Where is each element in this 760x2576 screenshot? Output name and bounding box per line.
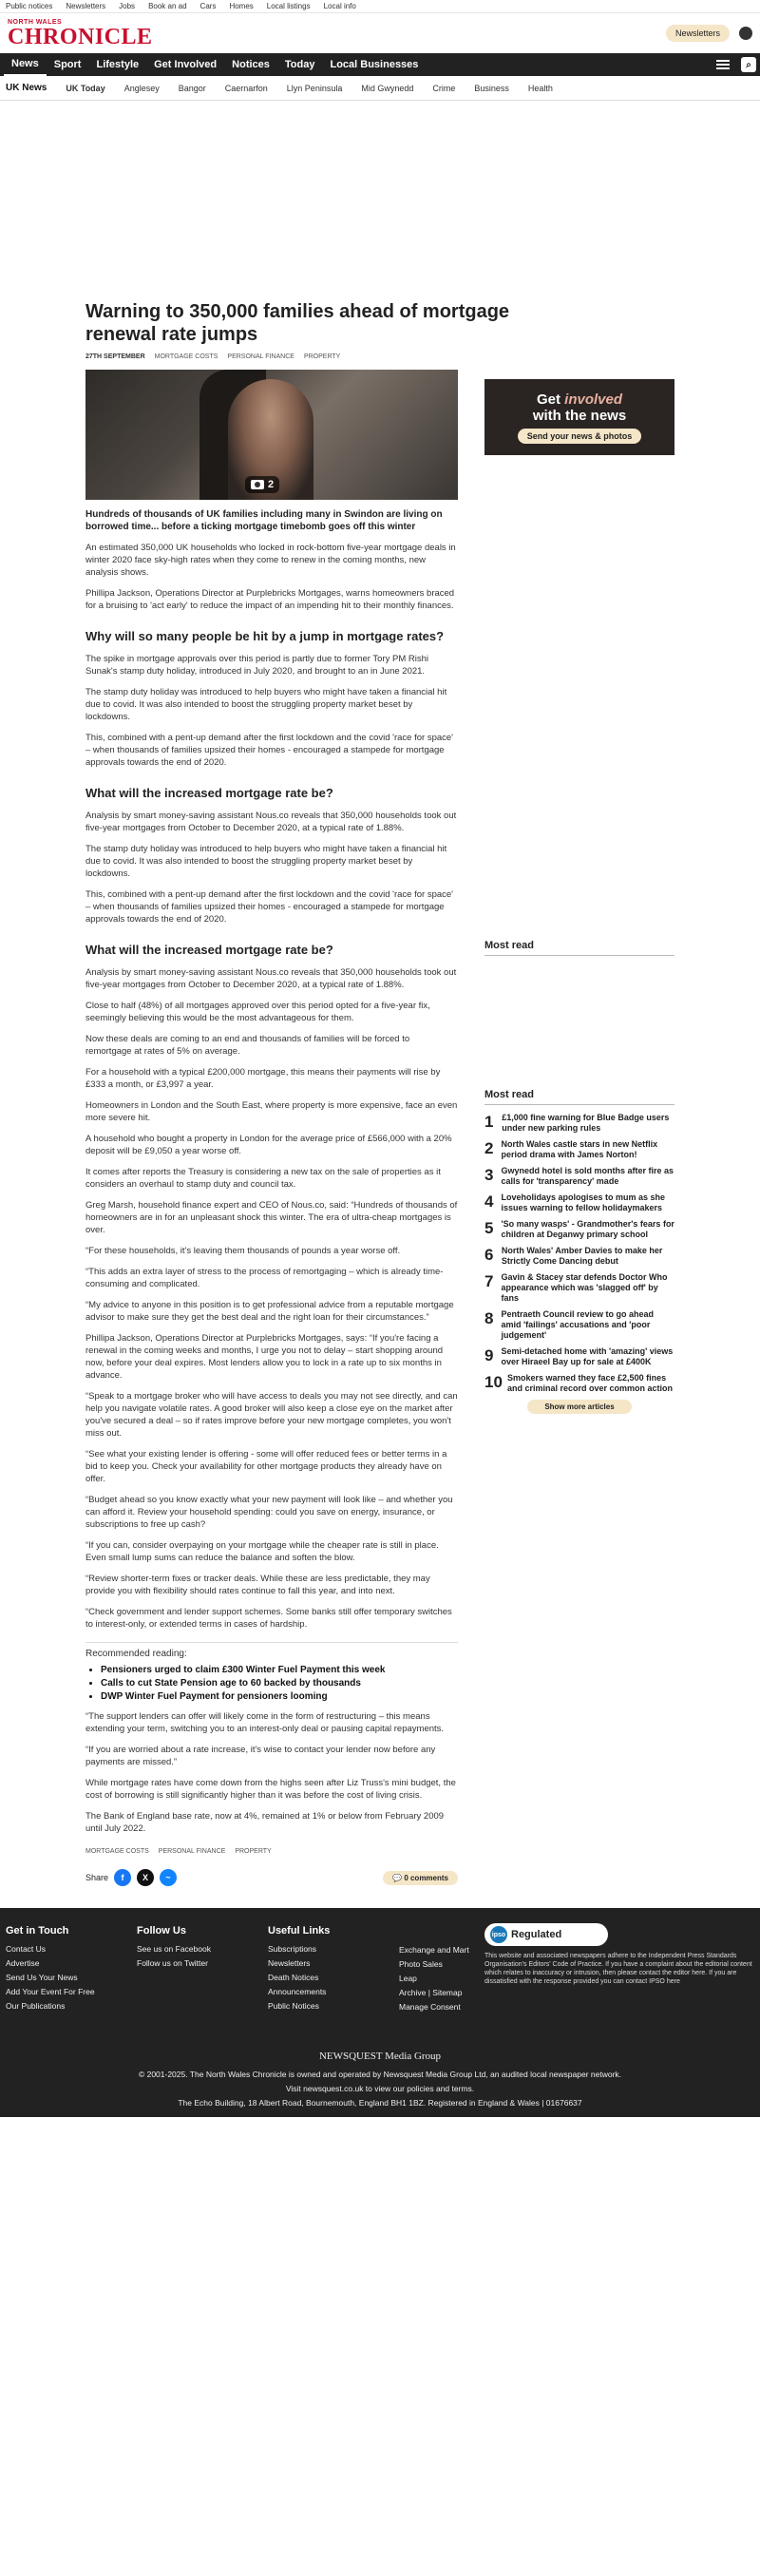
footer-link[interactable]: Newsletters [268,1958,311,1968]
paragraph: This, combined with a pent-up demand after the first lockdown and the covid 'race for space' – when thousands of families upsized their homes - encouraged a stampede for mortgage approvals towards the end of 2020. [86,889,453,925]
paragraph: It comes after reports the Treasury is considering a new tax on the sale of properties as it considers an overhaul to stamp duty and council tax. [86,1167,441,1190]
twitter-link[interactable]: Follow us on Twitter [137,1958,208,1968]
photo-count: 2 [268,479,275,490]
top-link[interactable]: Public notices [6,2,53,10]
search-icon[interactable]: ⌕ [741,57,756,72]
paragraph: “Review shorter-term fixes or tracker deals. While these are less predictable, they may provide you with flexibility should rates continue to fall this year, and into next. [86,1574,430,1596]
top-utility-bar [0,0,760,13]
paragraph: “Speak to a mortgage broker who will have access to deals you may not see directly, and can help you navigate volatile rates. A good broker will also keep a close eye on the market after you've secured a deal – so if rates improve before your new mortgage completes, you won't miss out. [86,1391,458,1439]
top-link[interactable]: Homes [229,2,254,10]
article-body [86,370,458,1887]
footer-heading: Get in Touch [6,1925,69,1937]
share-bar [86,1868,458,1887]
most-read-item[interactable]: 5 'So many wasps' - Grandmother's fears for children at Deganwy primary school [484,1219,674,1239]
footer-link[interactable]: Contact Us [6,1944,47,1954]
article-tag[interactable]: PERSONAL FINANCE [227,353,294,360]
article-lead: Hundreds of thousands of UK families including many in Swindon are living on borrowed time... before a ticking mortgage timebomb goes off this winter [86,509,443,532]
bluesky-icon[interactable]: ~ [160,1869,177,1886]
newsletters-button[interactable]: Newsletters [666,25,730,42]
paragraph: Greg Marsh, household finance expert and CEO of Nous.co, said: “Hundreds of thousands of homeowners are in for an unpleasant shock this winter. The era of ultra-cheap mortgages is over. [86,1200,458,1235]
paragraph: The stamp duty holiday was introduced to help buyers who might have taken a financial hit due to covid. It was also intended to boost the struggling property market beset by lockdowns. [86,844,447,879]
most-read-title: Most read [484,940,674,956]
subnav-item[interactable]: Anglesey [124,83,160,93]
paragraph: “For these households, it's leaving them thousands of pounds a year worse off. [86,1246,401,1256]
site-logo[interactable] [8,19,153,48]
copyright: © 2001-2025. The North Wales Chronicle is owned and operated by Newsquest Media Group Ltd, an audited local newspaper network. [138,2070,622,2079]
most-read-item[interactable]: 8 Pentraeth Council review to go ahead amid 'failings' accusations and 'poor judgement' [484,1309,655,1340]
recommended-reading [86,1642,458,1702]
nav-news[interactable]: News [4,53,47,76]
footer-link[interactable]: Archive | Sitemap [399,1988,463,1997]
top-link[interactable]: Cars [200,2,217,10]
footer-heading: Follow Us [137,1925,186,1937]
footer-link[interactable]: Photo Sales [399,1959,443,1969]
address-line: The Echo Building, 18 Albert Road, Bournemouth, England BH1 1BZ. Registered in England & Wales | 01676637 [178,2098,582,2108]
main-nav [0,53,760,76]
paragraph: The spike in mortgage approvals over this period is partly due to former Tory PM Rishi Sunak's stamp duty holiday, introduced in July 2020, and brought to an in June 2021. [86,654,428,677]
logo-title: CHRONICLE [8,24,153,49]
subnav-item[interactable]: Health [527,83,553,93]
most-read-list [484,1113,674,1394]
footer-link[interactable]: Manage Consent [399,2002,461,2012]
paragraph: Phillipa Jackson, Operations Director at Purplebricks Mortgages, warns homeowners braced for a bruising to 'act early' to reduce the impact of an impending hit to their monthly finances. [86,588,455,611]
footer-bottom [0,2051,760,2112]
facebook-link[interactable]: See us on Facebook [137,1944,211,1954]
subheading: What will the increased mortgage rate be? [86,786,333,800]
paragraph: The stamp duty holiday was introduced to help buyers who might have taken a financial hit due to covid. It was also intended to boost the struggling property market beset by lockdowns. [86,687,447,722]
nav-lifestyle[interactable]: Lifestyle [96,59,140,70]
paragraph: For a household with a typical £200,000 mortgage, this means their payments will rise by £333 a month, or £3,997 a year. [86,1067,441,1090]
subnav-item[interactable]: Business [474,83,509,93]
nav-local-businesses[interactable]: Local Businesses [330,59,419,70]
paragraph: Phillipa Jackson, Operations Director at Purplebricks Mortgages, says: “If you're facing a renewal in the coming weeks and months, I urge you not to delay – start shopping around now, before your deal expires. Most lenders allow you to lock in a rate up to six months in advance. [86,1333,444,1381]
most-read-title: Most read [484,1089,674,1105]
ipso-block [484,1923,754,1986]
article-tag[interactable]: MORTGAGE COSTS [154,353,218,360]
gallery-button[interactable] [245,476,279,493]
article-title: Warning to 350,000 families ahead of mortgage renewal rate jumps [86,301,510,345]
top-link[interactable]: Local listings [266,2,311,10]
top-link[interactable]: Local info [323,2,356,10]
subnav-item[interactable]: UK Today [66,83,105,93]
show-more-button[interactable]: Show more articles [527,1400,632,1414]
subnav-item[interactable]: Caernarfon [224,83,268,93]
article-tag[interactable]: PROPERTY [235,1848,272,1855]
footer-link[interactable]: Leap [399,1974,417,1983]
most-read-item[interactable]: 4 Loveholidays apologises to mum as she issues warning to fellow holidaymakers [484,1193,666,1212]
top-link[interactable]: Book an ad [148,2,187,10]
most-read-item[interactable]: 6 North Wales' Amber Davies to make her Strictly Come Dancing debut [484,1246,663,1266]
recommended-link[interactable]: • Calls to cut State Pension age to 60 backed by thousands [101,1678,458,1689]
paragraph: Analysis by smart money-saving assistant Nous.co reveals that 350,000 households took out five-year mortgages from October to December 2020, at a typical rate of 1.88%. [86,811,457,833]
recommended-link[interactable]: • DWP Winter Fuel Payment for pensioners looming [101,1691,458,1702]
promo-line2: with the news [532,407,627,424]
policies-line[interactable]: Visit newsquest.co.uk to view our policies and terms. [285,2084,475,2093]
comments-button[interactable]: 💬 0 comments [383,1871,458,1885]
paragraph: “Budget ahead so you know exactly what your new payment will look like – and whether you can afford it. Review your household spending: could you save on energy, insurance, or subscriptions to free up cash? [86,1495,453,1530]
paragraph: “My advice to anyone in this position is to get professional advice from a reputable mortgage advisor to make sure they get the best deal and the right loan for their circumstances.” [86,1300,454,1323]
sub-nav [0,76,760,101]
subnav-item[interactable]: Crime [432,83,456,93]
paragraph: The Bank of England base rate, now at 4%, remained at 1% or below from February 2009 until July 2022. [86,1811,445,1834]
user-icon[interactable] [739,27,752,40]
paragraph: Close to half (48%) of all mortgages approved over this period opted for a five-year fix, seemingly believing this would be the most advantageous for them. [86,1001,430,1023]
ipso-badge[interactable] [484,1923,608,1946]
logo-kicker: NORTH WALES [8,18,63,26]
subnav-item[interactable]: Bangor [178,83,206,93]
footer-link[interactable]: Subscriptions [268,1944,317,1954]
footer-link[interactable]: Advertise [6,1958,40,1968]
paragraph: This, combined with a pent-up demand after the first lockdown and the covid 'race for space' – when thousands of families upsized their homes - encouraged a stampede for mortgage approvals towards the end of 2020. [86,733,453,768]
nav-get-involved[interactable]: Get Involved [154,59,218,70]
article-tag[interactable]: PERSONAL FINANCE [158,1848,226,1855]
bottom-tags [86,1848,458,1855]
article-tag[interactable]: MORTGAGE COSTS [86,1848,149,1855]
paragraph: “The support lenders can offer will likely come in the form of restructuring – this means extending your term, switching you to an interest-only deal or pausing capital repayments. [86,1711,445,1734]
x-icon[interactable]: X [137,1869,154,1886]
newsquest-logo: NEWSQUEST Media Group [318,2051,442,2062]
hero-image[interactable] [86,370,458,500]
subheading: What will the increased mortgage rate be? [86,943,333,957]
article-meta [86,353,674,360]
subheading: Why will so many people be hit by a jump in mortgage rates? [86,629,445,643]
subnav-item[interactable]: Mid Gwynedd [361,83,414,93]
most-read-item[interactable]: 3 Gwynedd hotel is sold months after fire as calls for 'transparency' made [484,1166,674,1186]
paragraph: “Check government and lender support schemes. Some banks still offer temporary switches to interest-only, or extended terms in cases of hardship. [86,1607,452,1630]
nav-sport[interactable]: Sport [53,59,82,70]
menu-icon[interactable] [716,60,730,69]
comments-count: 0 comments [404,1873,448,1882]
send-news-button[interactable]: Send your news & photos [518,429,642,444]
most-read-item[interactable]: 9 Semi-detached home with 'amazing' views over Hiraeel Bay up for sale at £400K [484,1346,674,1366]
footer-column [6,1925,137,2016]
sidebar [484,370,674,1887]
footer-link[interactable]: Add Your Event For Free [6,1987,95,1996]
recommended-link[interactable]: • Pensioners urged to claim £300 Winter Fuel Payment this week [101,1665,458,1675]
most-read-item[interactable]: 7 Gavin & Stacey star defends Doctor Who appearance which was 'slagged off' by fans [484,1272,668,1303]
paragraph: Homeowners in London and the South East, where property is more expensive, face an even more severe hit. [86,1100,458,1123]
share-label: Share [86,1873,109,1882]
most-read-item[interactable]: 2 North Wales castle stars in new Netflix period drama with James Norton! [484,1139,658,1159]
footer-column [268,1925,399,2016]
paragraph: “If you are worried about a rate increase, it's wise to contact your lender now before any payments are missed.” [86,1745,436,1767]
paragraph: Analysis by smart money-saving assistant Nous.co reveals that 350,000 households took out five-year mortgages from October to December 2020, at a typical rate of 1.88%. [86,967,457,990]
facebook-icon[interactable]: f [114,1869,131,1886]
subnav-header[interactable]: UK News [6,83,48,93]
recommended-title: Recommended reading: [86,1642,458,1659]
promo-involved: involved [564,391,623,408]
masthead [0,13,760,53]
most-read-item[interactable]: 1 £1,000 fine warning for Blue Badge users under new parking rules [484,1113,670,1133]
top-link[interactable]: Jobs [119,2,136,10]
footer-heading: Useful Links [268,1925,331,1937]
paragraph: A household who bought a property in London for the average price of £566,000 with a 20% deposit will be £9,050 a year worse off. [86,1134,452,1156]
site-footer [0,1908,760,2117]
ipso-logo-icon: ipso [490,1926,507,1943]
nav-today[interactable]: Today [284,59,315,70]
camera-icon [251,480,264,489]
footer-link[interactable]: Our Publications [6,2001,66,2011]
article-date: 27TH SEPTEMBER [86,353,145,360]
paragraph: “This adds an extra layer of stress to the process of remortgaging – which is already time-consuming and complicated. [86,1267,444,1289]
ad-slot [0,101,760,300]
subnav-item[interactable]: Llyn Peninsula [286,83,343,93]
nav-notices[interactable]: Notices [232,59,270,70]
article-tag[interactable]: PROPERTY [303,353,341,360]
top-link[interactable]: Newsletters [66,2,106,10]
footer-link[interactable]: Exchange and Mart [399,1945,469,1955]
most-read-item[interactable]: 10 Smokers warned they face £2,500 fines and criminal record over common action [484,1373,674,1393]
ipso-text: This website and associated newspapers adhere to the Independent Press Standards Organisation's Editors' Code of Practice. If you have a complaint about the editorial content which relates to inaccuracy or intrusion, then please contact the editor here. If you are dissatisfied with the response provided you can contact IPSO here [484,1953,752,1985]
footer-link[interactable]: Send Us Your News [6,1973,78,1982]
footer-link[interactable]: Death Notices [268,1973,319,1982]
promo-get: Get [536,391,560,408]
paragraph: “If you can, consider overpaying on your mortgage while the cheaper rate is still in place. Even small lump sums can reduce the balance and soften the blow. [86,1540,439,1563]
paragraph: While mortgage rates have come down from the highs seen after Liz Truss's mini budget, the cost of borrowing is still significantly higher than it was before the cost of living crisis. [86,1778,456,1801]
footer-column [137,1925,268,2016]
paragraph: Now these deals are coming to an end and thousands of families will be forced to remortgage at rates of 5% on average. [86,1034,410,1057]
ipso-regulated: Regulated [511,1929,562,1940]
footer-link[interactable]: Announcements [268,1987,327,1996]
paragraph: An estimated 350,000 UK households who locked in rock-bottom five-year mortgage deals in winter 2020 face sky-high rates when they come to renew in the coming months, new analysis shows. [86,543,456,578]
paragraph: “See what your existing lender is offering - some will offer reduced fees or better terms in a bid to keep you. Check your availability for other mortgage products they already have on offer. [86,1449,447,1484]
footer-link[interactable]: Public Notices [268,2001,319,2011]
get-involved-promo[interactable] [484,379,674,455]
article-page [86,300,674,1887]
